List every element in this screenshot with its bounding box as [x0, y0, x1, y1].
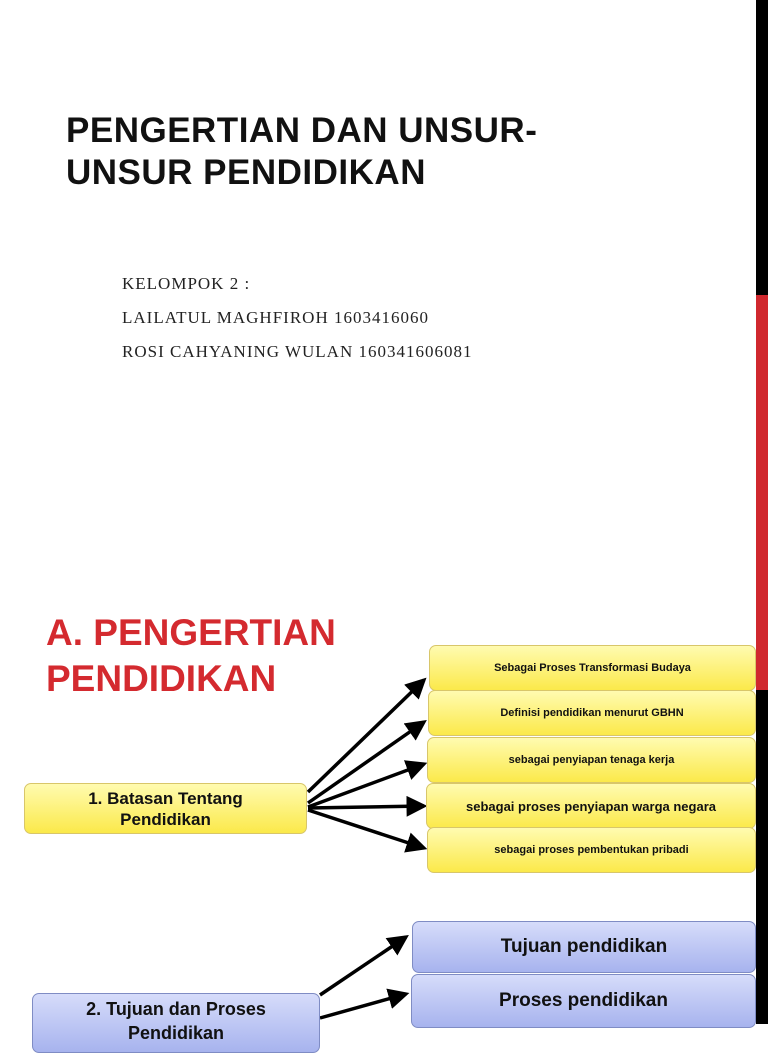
item-box-blue — [411, 974, 756, 1028]
arrow-3 — [308, 764, 424, 807]
item-label: Sebagai Proses Transformasi Budaya — [494, 662, 691, 674]
heading-line-1: A. PENGERTIAN — [46, 612, 336, 653]
arrow-7 — [320, 994, 406, 1018]
source-box-1 — [24, 783, 307, 834]
item-label: sebagai proses pembentukan pribadi — [494, 844, 689, 856]
member-2: ROSI CAHYANING WULAN 160341606081 — [122, 342, 473, 361]
title-line-1: PENGERTIAN DAN UNSUR- — [66, 111, 538, 150]
item-box — [429, 645, 756, 691]
source-box-2 — [32, 993, 320, 1053]
group-label: KELOMPOK 2 : — [122, 274, 251, 293]
source-2-label: 2. Tujuan dan Proses Pendidikan — [86, 999, 266, 1043]
arrow-5 — [308, 810, 424, 848]
title-line-2: UNSUR PENDIDIKAN — [66, 153, 426, 192]
item-box — [427, 737, 756, 783]
arrow-6 — [320, 937, 406, 995]
item-label: sebagai proses penyiapan warga negara — [466, 798, 716, 814]
item-box — [427, 827, 756, 873]
item-label: Proses pendidikan — [499, 990, 668, 1011]
item-label: Definisi pendidikan menurut GBHN — [500, 707, 684, 719]
heading-line-2: PENDIDIKAN — [46, 658, 277, 699]
arrow-4 — [308, 806, 424, 808]
item-label: sebagai penyiapan tenaga kerja — [508, 754, 675, 766]
source-1-label: 1. Batasan Tentang Pendidikan — [88, 788, 243, 829]
item-box-blue — [412, 921, 756, 973]
item-label: Tujuan pendidikan — [500, 936, 668, 957]
member-1: LAILATUL MAGHFIROH 1603416060 — [122, 308, 429, 327]
item-box — [426, 783, 756, 829]
item-box — [428, 690, 756, 736]
